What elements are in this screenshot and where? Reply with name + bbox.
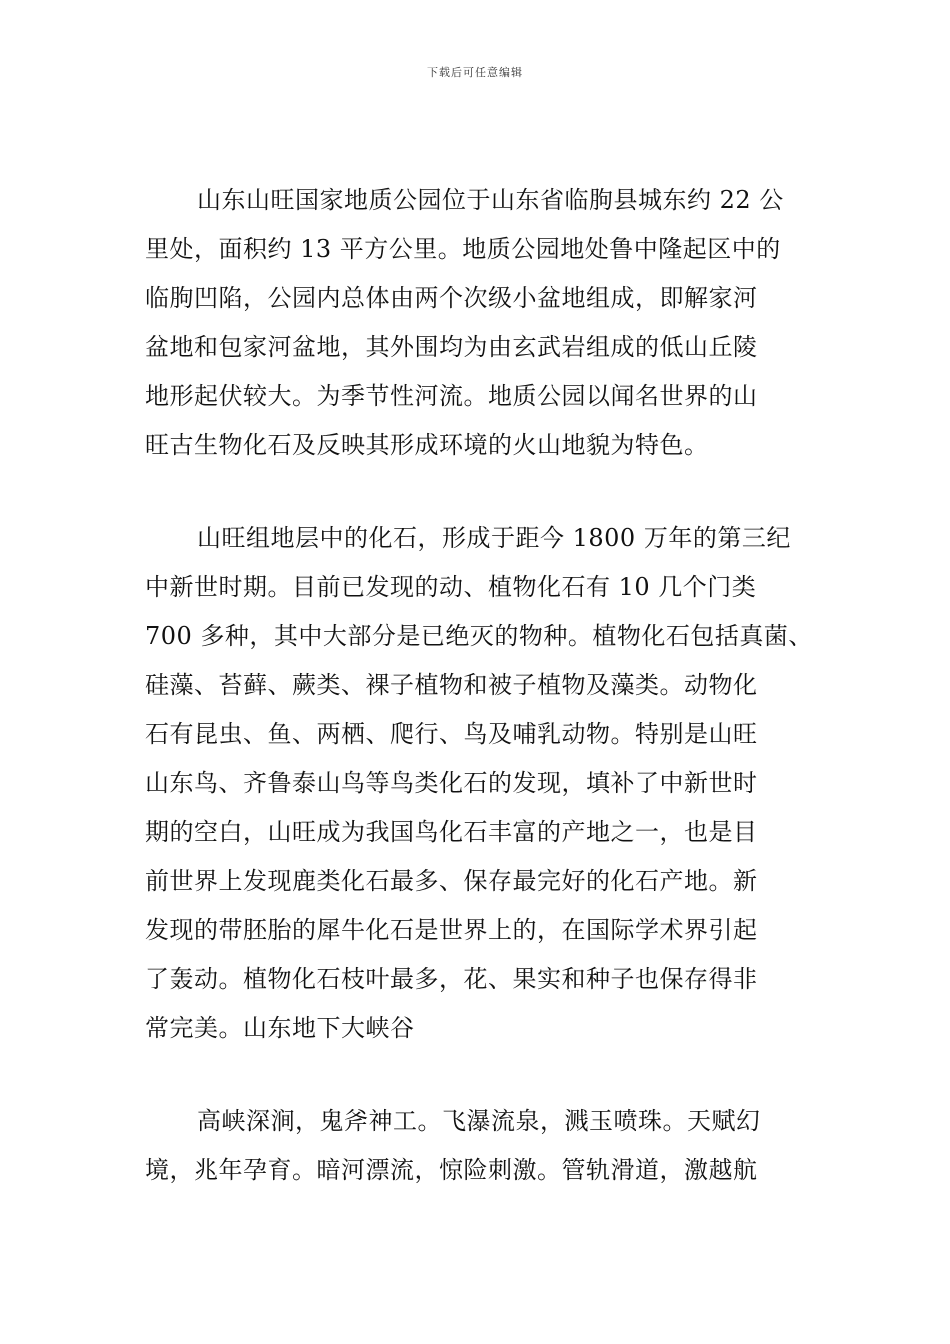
paragraph-line: 石有昆虫、鱼、两栖、爬行、鸟及哺乳动物。特别是山旺 [145, 720, 758, 748]
paragraph-line: 山东鸟、齐鲁泰山鸟等鸟类化石的发现，填补了中新世时 [145, 769, 758, 797]
paragraph-line: 了轰动。植物化石枝叶最多，花、果实和种子也保存得非 [145, 965, 758, 993]
paragraph-line: 发现的带胚胎的犀牛化石是世界上的，在国际学术界引起 [145, 916, 758, 944]
document-body [145, 176, 813, 1195]
paragraph-3 [145, 1097, 810, 1195]
paragraph-line: 地形起伏较大。为季节性河流。地质公园以闻名世界的山 [145, 382, 758, 410]
paragraph-line: 境，兆年孕育。暗河漂流，惊险刺激。管轨滑道，激越航 [145, 1156, 758, 1184]
paragraph-line: 山旺组地层中的化石，形成于距今 1800 万年的第三纪 [197, 524, 791, 552]
paragraph-line: 前世界上发现鹿类化石最多、保存最完好的化石产地。新 [145, 867, 758, 895]
paragraph-gap [145, 1053, 810, 1097]
paragraph-1 [145, 176, 810, 470]
paragraph-gap [145, 470, 810, 514]
paragraph-line: 硅藻、苔藓、蕨类、裸子植物和被子植物及藻类。动物化 [145, 671, 758, 699]
paragraph-line: 山东山旺国家地质公园位于山东省临朐县城东约 22 公 [197, 186, 784, 214]
paragraph-line: 常完美。山东地下大峡谷 [145, 1014, 415, 1042]
paragraph-line: 高峡深涧，鬼斧神工。飞瀑流泉，溅玉喷珠。天赋幻 [197, 1107, 761, 1135]
paragraph-line: 盆地和包家河盆地，其外围均为由玄武岩组成的低山丘陵 [145, 333, 758, 361]
paragraph-line: 旺古生物化石及反映其形成环境的火山地貌为特色。 [145, 431, 709, 459]
paragraph-2 [145, 514, 813, 1053]
paragraph-line: 期的空白，山旺成为我国鸟化石丰富的产地之一，也是目 [145, 818, 758, 846]
paragraph-line: 700 多种，其中大部分是已绝灭的物种。植物化石包括真菌、 [145, 622, 813, 650]
paragraph-line: 里处，面积约 13 平方公里。地质公园地处鲁中隆起区中的 [145, 235, 781, 263]
page-header-note: 下载后可任意编辑 [427, 66, 523, 79]
paragraph-line: 临朐凹陷，公园内总体由两个次级小盆地组成，即解家河 [145, 284, 758, 312]
paragraph-line: 中新世时期。目前已发现的动、植物化石有 10 几个门类 [145, 573, 757, 601]
